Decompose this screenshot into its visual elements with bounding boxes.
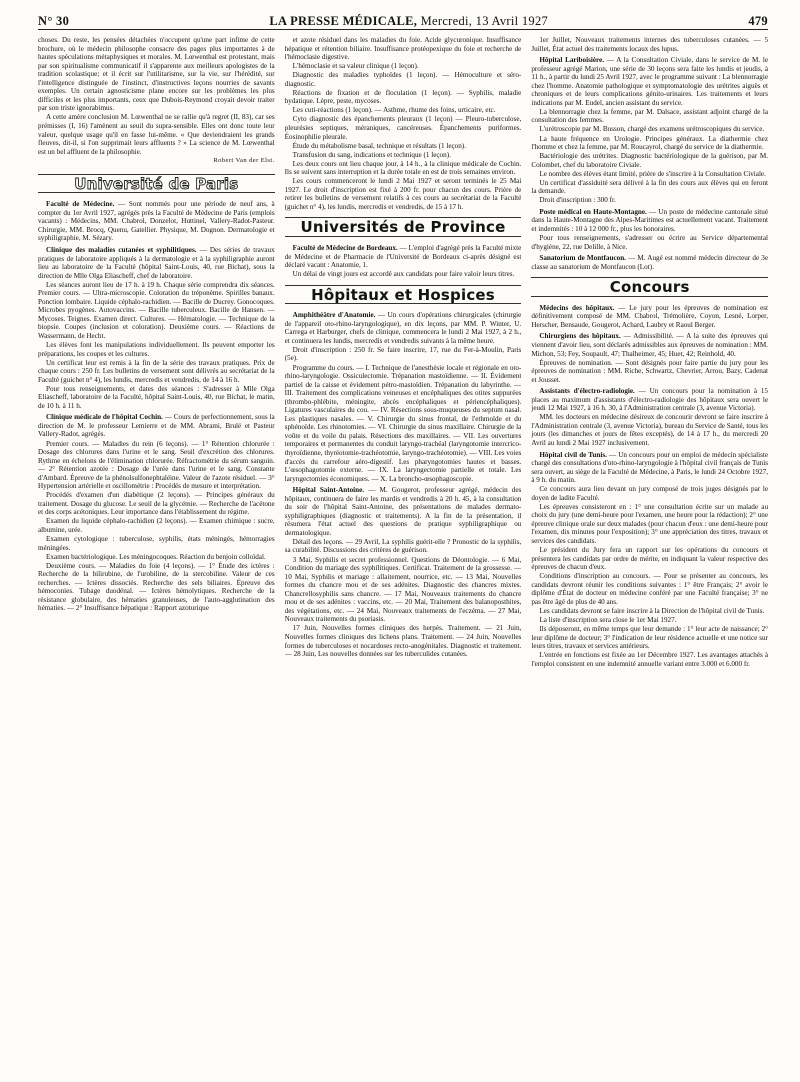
section-header-paris <box>38 174 275 194</box>
notice-paragraph <box>285 624 522 658</box>
section-title: Université de Paris <box>74 174 239 193</box>
notice-text: 1er Juillet, Nouveaux traitements internes des tuberculoses cutanées. — 5 Juillet, État actuel des traitements locaux des lupus. <box>531 36 769 53</box>
notice-text: Examen du liquide céphalo-rachidien (2 leçons). — Examen chimique : sucre, albumine, urée. <box>38 517 275 534</box>
notice-text: MM. les docteurs en médecine désireux de concourir devront se faire inscrire à l'Administration centrale (3, avenue Victoria), bureau du Service de Santé, tous les jours (les dimanches et jours de fêtes exceptés), de 14 à 17 h., du mercredi 20 Avril au lundi 2 Mai 1927 inclusivement. <box>531 413 769 447</box>
notice-paragraph <box>38 359 275 385</box>
notice-text: Bactériologie des urétrites. Diagnostic bactériologique de la guérison, par M. Colombet, chef du laboratoire Civiale. <box>531 152 769 169</box>
notice-heading: Faculté de Médecine. <box>46 200 115 209</box>
section-title: Hôpitaux et Hospices <box>311 285 495 304</box>
notice-heading: Médecins des hôpitaux. <box>539 303 615 312</box>
notice-heading: Clinique médicale de l'hôpital Cochin. <box>46 413 163 422</box>
notice-paragraph <box>531 179 768 196</box>
section-title: Concours <box>609 278 690 297</box>
notice-text: 17 Juin, Nouvelles formes cliniques des herpès. Traitement. — 21 Juin, Nouvelles formes cliniques des lichens plans. Traitement. — 24 Juin, Nouvelles formes de tuberculoses et nocardoses recto-anogénitales. Diagnostic et traitement. — 28 Juin, Les nouvelles données sur les tuberculides cutanées. <box>284 624 522 659</box>
notice-text: Les élèves font les manipulations individuellement. Ils peuvent emporter les préparations, les coupes et les cultures. <box>38 341 275 358</box>
notice-paragraph <box>38 440 275 491</box>
notice-text: Détail des leçons. — 29 Avril, La syphilis guérit-elle ? Pronostic de la syphilis, sa curabilité. Discussions des critères de guérison. <box>284 537 522 555</box>
notice-paragraph <box>38 553 275 562</box>
notice-paragraph <box>285 89 522 106</box>
notice-paragraph <box>38 281 275 341</box>
notice-paragraph <box>531 359 768 385</box>
notice-paragraph <box>285 71 522 88</box>
notice-paragraph-lead <box>531 304 768 330</box>
notice-heading: Assistants d'électro-radiologie. <box>539 387 635 396</box>
notice-paragraph <box>38 517 275 534</box>
notice-paragraph <box>285 364 522 484</box>
notice-paragraph <box>285 36 522 62</box>
notice-text: Procédés d'examen d'un diabétique (2 leçons). — Principes généraux du traitement. Dosage du glucose. Le seuil de la glycémie. — Recherche de l'acétone et des corps acétoniques. Leur importance dans l'établissement du régime. <box>38 491 275 517</box>
notice-text: Deuxième cours. — Maladies du foie (4 leçons). — 1° Étude des ictères : Recherche de la bilirubine, de l'urobiline, de la stercobiline. Valeur de ces recherches. — Ictères dissociés. Recherche des sels biliaires. Épreuve des hémoconies. Tubage duodénal. — Ictères hémolytiques. Recherche de la résistance globulaire, des hématies granuleuses, de l'auto-agglutination des hématies. — 2° Insuffisance hépatique : Rapport azoturique <box>38 561 275 613</box>
notice-paragraph <box>38 341 275 358</box>
notice-text: — M. Gougerot, professeur agrégé, médecin des hôpitaux, continuera de faire les mardis et vendredis à 20 h. 45, à la consultation du soir de l'hôpital Saint-Antoine, des présentations de malades dermato-syphiligraphiques (diagnostic et traitements). A la fin de la présentation, il résumera l'état actuel des questions de pratique syphiligraphique ou dermatologique. <box>284 486 522 537</box>
article-signature: Robert Van der Elst. <box>213 157 275 165</box>
notice-text: Les séances auront lieu de 17 h. à 19 h. Chaque série comprendra dix séances. Premier cours. — Ultra-microscopie. Coloration du tréponème. Spirilles banaux. Ponction lombaire. Liquide céphalo-rachidien. — Bacille de Ducrey. Gonocoques. Microbes pyogènes. Autovaccins. — Bacille tuberculeux. Bacille de Hansen. — Mycoses. Teignes. Examen direct. Cultures. — Hématologie. — Technique de la biopsie. Coupes (inclusion et coloration). Deuxième cours. — Réactions de Wassermann, de Hecht. <box>38 280 275 340</box>
notice-paragraph <box>531 616 768 625</box>
notice-text: — Un poste de médecine cantonale situé dans la Haute-Montagne des Alpes-Maritimes est actuellement vacant. Traitement et indemnités : 10 à 12 000 fr., plus les honoraires. <box>531 207 769 233</box>
notice-text: Pour tous renseignements, et dates des séances : S'adresser à Mlle Olga Eliascheff, laboratoire de la Faculté, hôpital Saint-Louis, 40, rue Bichat, le matin, de 10 h. à 11 h. <box>38 384 275 410</box>
notice-text: — Cours de perfectionnement, sous la direction de M. le professeur Lemierre et de MM. Abrami, Brulé et Pasteur Vallery-Radot, agrégés. <box>38 413 275 439</box>
notice-heading: Poste médical en Haute-Montagne. <box>539 207 647 216</box>
notice-paragraph <box>531 234 768 251</box>
notice-paragraph <box>531 135 768 152</box>
notice-heading: Hôpital Saint-Antoine. <box>292 486 365 495</box>
notice-paragraph-lead <box>285 486 522 537</box>
notice-text: — L'emploi d'agrégé près la Faculté mixte de Médecine et de Pharmacie de l'Université de Bordeaux ci-après désigné est déclaré vacant : Anatomie, 1. <box>284 243 522 270</box>
notice-text: Les cuti-réactions (1 leçon). — Asthme, rhume des foins, urticaire, etc. <box>292 106 496 115</box>
notice-text: Un certificat leur est remis à la fin de la série des travaux pratiques. Prix de chaque cours : 250 fr. Les bulletins de versement sont délivrés au secrétariat de la Faculté (guichet n° 4), les lundis, mercredis et vendredis, de 14 à 16 h. <box>38 358 275 384</box>
notice-paragraph <box>285 106 522 115</box>
notice-paragraph <box>531 625 768 651</box>
notice-paragraph-lead <box>531 56 768 107</box>
notice-paragraph <box>531 413 768 447</box>
notice-text: Épreuves de nomination. — Sont désignés pour faire partie du jury pour les épreuves de nomination : MM. Riche, Schwartz, Chevrier, Arrou, Bazy, Cadenat et Jousset. <box>531 358 769 384</box>
notice-text: — M. Augé est nommé médecin directeur de 3e classe au sanatorium de Montfaucon (Lot). <box>531 254 769 271</box>
notice-text: L'urétroscopie par M. Busson, chargé des examens urétroscopiques du service. <box>539 125 765 134</box>
notice-text: — Des séries de travaux pratiques de laboratoire appliqués à la dermatologie et à la syphiligraphie auront lieu au laboratoire de la Faculté (hôpital Saint-Louis, 40, rue Bichat), sous la direction de Mlle Olga Eliascheff, chef de laboratoire. <box>38 245 275 280</box>
notice-paragraph <box>531 607 768 616</box>
notice-text: Étude du métabolisme basal, technique et résultats (1 leçon). <box>292 141 466 150</box>
notice-text: Conditions d'inscription au concours. — Pour se présenter au concours, les candidats devront réunir les conditions suivantes : 1° être Français; 2° avoir le diplôme d'État de docteur en médecine conféré par une Faculté française; 3° ne pas être âgé de plus de 40 ans. <box>531 572 769 606</box>
notice-text: L'hémoclasie et sa valeur clinique (1 leçon). <box>292 62 419 71</box>
notice-text: — Un concours pour la nomination à 15 places au maximum d'assistants d'électro-radiologie des hôpitaux sera ouvert le jeudi 12 Mai 1927, à 16 h. 30, à l'Administration centrale (3, avenue Victoria). <box>531 387 769 413</box>
notice-text: — Un concours pour un emploi de médecin spécialiste chargé des consultations d'oto-rhino-laryngologie à l'hôpital civil français de Tunis sera ouvert, au siège de la Faculté de Médecine, à Paris, le lundi 24 Octobre 1927, à 9 h. du matin. <box>531 450 769 485</box>
notice-paragraph <box>285 270 522 279</box>
notice-paragraph-lead <box>38 246 275 280</box>
notice-text: Un délai de vingt jours est accordé aux candidats pour faire valoir leurs titres. <box>292 270 515 279</box>
notice-paragraph <box>38 385 275 411</box>
notice-paragraph <box>285 538 522 555</box>
notice-paragraph-lead <box>531 451 768 485</box>
notice-text: Examen cytologique : tuberculose, syphilis, états méningés, hémorragies méningées. <box>38 535 275 552</box>
section-title: Universités de Province <box>300 218 506 237</box>
column-3 <box>531 36 768 1070</box>
notice-paragraph <box>285 62 522 71</box>
notice-text: Programme du cours. — I. Technique de l'anesthésie locale et régionale en oto-rhino-laryngologie. Ossiculectomie. Trépanation mastoïdienne. — II. Évidement partiel de la caisse et évidement pétro-mastoïdien. Trépanation du labyrinthe. — III. Traitement des complications veineuses et encéphaliques des otites suppurées (thrombo-phlébite, méningite, abcès encéphaliques et périencéphaliques). Ligatures vasculaires du cou. — IV. Résections sous-muqueuses du septum nasal. Les plastiques nasales. — V. Chirurgie du sinus frontal, de l'ethmoïde et du sphénoïde. Les rhinotomies. — VI. Chirurgie du sinus maxillaire. Chirurgie de la voûte et du voile du palais. Résections des maxillaires. — VII. Les ouvertures temporaires et permanentes du conduit laryngo-trachéal (laryngotomie intercrico-thyroïdienne, thyréotomie-trachéotomie, laryngo-trachéotomie). — VIII. Les voies d'accès du carrefour aéro-digestif. Les pharyngotomies hautes et basses. L'œsophagotomie externe. — IX. La laryngectomie partielle et totale. Les laryngectomies économiques. — X. La broncho-œsophagoscopie. <box>284 363 522 483</box>
notice-text: La liste d'inscription sera close le 1er Mai 1927. <box>539 615 677 624</box>
notice-text: Les cours commenceront le lundi 2 Mai 1927 et seront terminés le 25 Mai 1927. Le droit d'inscription est fixé à 200 fr. pour chacun des cours. Prière de retirer les bulletins de versement relatifs à ces cours au secrétariat de la Faculté (guichet n° 4), les lundis, mercredis et vendredis, de 15 à 17 h. <box>284 177 522 211</box>
intro-paragraph: A cette amère conclusion M. Lœwenthal ne se rallie qu'à regret (II, 83), car ses prémisses (I, 16) l'amènent au seuil du supra-sensible. Elles ont donc toute leur valeur, quelque usage qu'il en fasse lui-même. « Que deviendraient les grands fleuves, dit-il, si l'on supprimait leurs affluents ? » La science de M. Lœwenthal est un bel affluent de la philosophie. <box>38 113 275 156</box>
notice-paragraph <box>285 142 522 151</box>
col1-notices <box>38 200 275 613</box>
notice-paragraph <box>531 36 768 53</box>
notice-paragraph <box>531 546 768 572</box>
notice-paragraph <box>38 535 275 552</box>
col1-intro <box>38 36 275 156</box>
notice-paragraph <box>531 152 768 169</box>
notice-paragraph-lead <box>38 413 275 439</box>
notice-paragraph <box>285 160 522 177</box>
province-notices <box>285 244 522 279</box>
journal-title-line <box>269 14 548 29</box>
section-header-hopitaux <box>285 285 522 305</box>
notice-text: Droit d'inscription : 300 fr. <box>539 196 616 205</box>
notice-text: et azote résiduel dans les maladies du foie. Acide glycuronique. Insuffisance hépatique et rétention biliaire. Insuffisance protéopexique du foie et recherche de l'hémoclasie digestive. <box>284 36 522 62</box>
notice-paragraph <box>531 125 768 134</box>
page-number: 479 <box>748 14 768 28</box>
notice-text: — A la Consultation Civiale, dans le service de M. le professeur agrégé Marion, une série de 30 leçons sera faite les lundis et jeudis, à 11 h., à partir du lundi 25 Avril 1927, avec le programme suivant : La blennorragie chez l'homme. Anatomie pathologique et symptomatologie des urétrites aiguës et chroniques et de leurs complications génito-urinaires. Les traitements et leurs indications par M. Eudel, ancien assistant du service. <box>531 56 769 107</box>
notice-paragraph <box>531 170 768 179</box>
column-2 <box>285 36 522 1070</box>
notice-text: Cyto diagnostic des épanchements pleuraux (1 leçon) — Pleuro-tuberculose, pleurésies septiques, méraniques, cancéreuses. Épanchements puriformes. Éosinophilie pleurale. <box>284 115 522 141</box>
notice-heading: Clinique des maladies cutanées et syphilitiques. <box>46 245 197 254</box>
notice-text: 3 Mai, Syphilis et secret professionnel. Questions de Déontologie. — 6 Mai, Condition du mariage des syphilitiques. Certificat. Traitement de la grossesse. — 10 Mai, Syphilis et mariage : allaitement, nourrice, etc. — 13 Mai, Nouvelles formes du chancre mou et de ses adénites. Diagnostic des chancres mixtes. Chancrellosyphilis sans chancre. — 17 Mai, Nouveaux traitements du chancre mou et de ses adénites : vaccins, etc. — 20 Mai, Traitement des balanoposthites, des végétations, etc. — 24 Mai, Nouveaux traitements de l'eczéma. — 27 Mai, Nouveaux traitements du psoriasis. <box>284 555 522 624</box>
notice-text: — Sont nommés pour une période de neuf ans, à compter du 1er Avril 1927, agrégés près la Faculté de Médecine de Paris (emplois vacants) : Médecins, MM. Chabrol, Donzelot, Huttinel, Vallery-Radot-Pasteur. Chirurgie, MM. Brocq, Quenu, Gatellier. Physique, M. Dognon. Dermatologie et syphiligraphie, M. Sézary. <box>38 200 275 243</box>
notice-heading: Hôpital Lariboisière. <box>539 56 605 65</box>
notice-text: Un certificat d'assiduité sera délivré à la fin des cours aux élèves qui en feront la demande. <box>531 178 769 196</box>
notice-text: Les candidats devront se faire inscrire à la Direction de l'hôpital civil de Tunis. <box>539 606 765 615</box>
notice-paragraph-lead <box>285 244 522 270</box>
column-1 <box>38 36 275 1070</box>
notice-text: Pour tous renseignements, s'adresser ou écrire au Service départemental d'hygiène, 22, rue Delille, à Nice. <box>531 234 769 251</box>
notice-paragraph <box>531 485 768 502</box>
notice-paragraph <box>531 196 768 205</box>
notice-text: Droit d'inscription : 250 fr. Se faire inscrire, 17, rue du Fer-à-Moulin, Paris (5e). <box>284 345 522 363</box>
notice-heading: Amphithéâtre d'Anatomie. <box>292 311 376 320</box>
notice-text: Ce concours aura lieu devant un jury composé de trois juges désignés par le doyen de ladite Faculté. <box>531 485 769 502</box>
section-header-province <box>285 217 522 237</box>
notice-paragraph-lead <box>531 387 768 413</box>
notice-heading: Hôpital civil de Tunis. <box>539 450 607 459</box>
notice-text: — Admissibilité. — A la suite des épreuves qui viennent d'avoir lieu, sont déclarés admissibles aux épreuves de nomination : MM. Michon, 53; Fey, Soupault, 47; Thalheimer, 45; Huet, 42; Reinhold, 40. <box>531 332 769 358</box>
page-header <box>38 0 768 30</box>
notice-text: — Le jury pour les épreuves de nomination est définitivement composé de MM. Chabrol, Trémolière, Coyon, Lesné, Lorper, Herscher, Bensaude, Gougerot, Achard, Laubry et Raoul Berger. <box>531 303 769 329</box>
notice-paragraph-lead <box>531 254 768 271</box>
issue-date: Mercredi, 13 Avril 1927 <box>420 14 549 28</box>
notice-paragraph-lead <box>285 311 522 345</box>
notice-text: Les deux cours ont lieu chaque jour, à 14 h., à la clinique médicale de Cochin. Ils se suivent sans interruption et la durée totale en est de trois semaines environ. <box>284 159 522 177</box>
notice-paragraph <box>531 503 768 546</box>
notice-text: L'entrée en fonctions est fixée au 1er Décembre 1927. Les avantages attachés à l'emploi consistent en une indemnité annuelle variant entre 3.000 et 6.000 fr. <box>531 651 769 668</box>
notice-text: Transfusion du sang, indications et technique (1 leçon). <box>292 150 451 159</box>
notice-heading: Chirurgiens des hôpitaux. <box>539 332 621 341</box>
notice-paragraph <box>531 651 768 668</box>
notice-text: Premier cours. — Maladies du rein (6 leçons). — 1° Rétention chlorurée : Dosage des chlorures dans l'urine et le sang. Seuil d'excrétion des chlorures. Rythme en échelons de l'élimination chlorurée. Réfractométrie du sérum sanguin. — 2° Rétention azotée : Dosage de l'urée dans l'urine et le sang. Constante d'Ambard. Épreuve de la phénolsulfonephtaléine. Valeur de l'azote résiduel. — 3° Hypertension artérielle et oscillométrie : Procédés de mesure et interprétation. <box>38 439 275 491</box>
notice-paragraph <box>285 151 522 160</box>
notice-paragraph <box>38 491 275 517</box>
notice-paragraph <box>38 562 275 613</box>
concours-notices <box>531 304 768 668</box>
notice-text: Examen bactériologique. Les méningocoques. Réaction du benjoin colloïdal. <box>46 552 266 561</box>
notice-heading: Sanatorium de Montfaucon. <box>539 254 626 263</box>
issue-number: N° 30 <box>38 14 70 28</box>
notice-paragraph-lead <box>531 332 768 358</box>
hopitaux-notices <box>285 311 522 658</box>
notice-text: La blennorragie chez la femme, par M. Dalsace, assistant adjoint chargé de la consultation des femmes. <box>531 107 769 125</box>
journal-title: LA PRESSE MÉDICALE, <box>269 14 418 28</box>
notice-paragraph <box>285 556 522 624</box>
notice-paragraph <box>285 346 522 363</box>
notice-text: — Un cours d'opérations chirurgicales (chirurgie de l'appareil oto-rhino-laryngologique), en dix leçons, par MM. P. Winter, U. Carrega et Harburger, chefs de clinique, commencera le lundi 2 Mai 1927, à 2 h., et continuera les lundis, mercredis et vendredis suivants à la même heure. <box>284 311 522 345</box>
notice-paragraph <box>285 115 522 141</box>
notice-text: Les épreuves consisteront en : 1° une consultation écrite sur un malade au choix du jury (une demi-heure pour l'examen, une heure pour la rédaction); 2° une épreuve clinique orale sur deux malades (pour chacun d'eux : une demi-heure pour l'examen, dix minutes pour l'exposition); 3° une appréciation des titres, travaux et services des candidats. <box>531 502 769 545</box>
notice-text: Le nombre des élèves étant limité, prière de s'inscrire à la Consultation Civiale. <box>539 169 766 178</box>
notice-paragraph-lead <box>531 208 768 234</box>
section-header-concours <box>531 277 768 297</box>
notice-text: Le président du Jury fera un rapport sur les opérations du concours et présentera les candidats par ordre de mérite, en indiquant la valeur respective des épreuves de chacun d'eux. <box>531 546 769 572</box>
col3-notices <box>531 36 768 271</box>
notice-text: Réactions de fixation et de floculation (1 leçon). — Syphilis, maladie hydatique. Lèpre, peste, mycoses. <box>284 88 522 106</box>
col2-notices <box>285 36 522 211</box>
notice-text: Diagnostic des maladies typhoïdes (1 leçon). — Hémoculture et séro-diagnostic. <box>284 71 522 88</box>
intro-paragraph: choses. Du reste, les pensées détachées n'occupent qu'une part infime de cette brochure, où le médecin philosophe consacre des pages plus importantes à de hautes spéculations métaphysiques et morales. M. Lœwenthal est protestant, mais par son spiritualisme communicatif il s'apparente aux meilleurs apologistes de la tradition scolastique; et il écrit sur l'utilitarisme, sur la vie, sur l'hérédité, sur l'intelligence distinguée de l'instinct, d'instructives leçons nourries de savants exemples. Un certain agnosticisme plane encore sur les problèmes les plus difficiles et les plus importants, ceux que Dubois-Reymond croyait devoir traiter par son triste ignorabimus. <box>38 36 275 113</box>
notice-paragraph-lead <box>38 200 275 243</box>
notice-paragraph <box>531 572 768 606</box>
notice-text: Ils déposeront, en même temps que leur demande : 1° leur acte de naissance; 2° leur diplôme de docteur; 3° l'indication de leur résidence actuelle et une notice sur leurs titres, travaux et services antérieurs. <box>531 624 769 651</box>
notice-paragraph <box>285 177 522 211</box>
notice-paragraph <box>531 108 768 125</box>
notice-text: La haute fréquence en Urologie. Principes généraux. La diathermie chez l'homme et chez la femme, par M. Roucayrol, chargé du service de la diathermie. <box>531 134 769 152</box>
notice-heading: Faculté de Médecine de Bordeaux. <box>292 243 398 252</box>
